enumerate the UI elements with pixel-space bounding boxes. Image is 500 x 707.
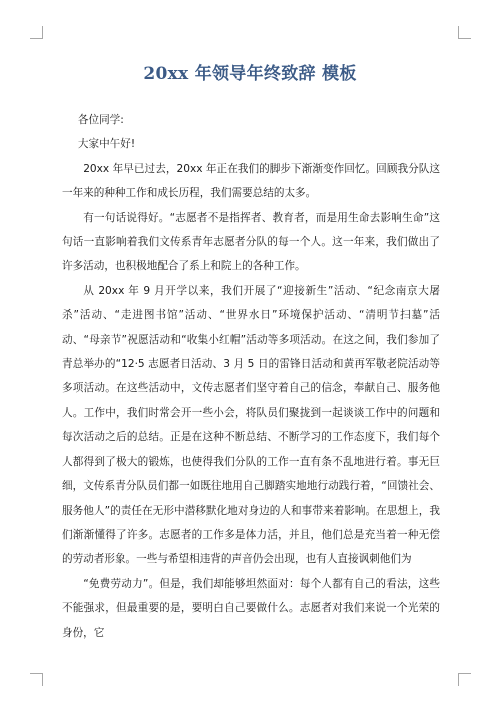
body-paragraph: 从 20xx 年 9 月开学以来，我们开展了“迎接新生”活动、“纪念南京大屠杀”活动、“走进图书馆”活动、“世界水日”环境保护活动、“清明节扫墓”活动、“母亲节”祝愿活动和“收集小红帽”活动等多项活动。在这之间，我们参加了青总举办的“12·5 志愿者日活动、3 月 5 日的雷锋日活动和黄再军敬老院活动等多项活动。在这些活动中，文传志愿者们坚守着自己的信念，奉献自己、服务他人。工作中，我们时常会开一些小会，将队员们聚拢到一起谈谈工作中的问题和每次活动之后的总结。正是在这种不断总结、不断学习的工作态度下，我们每个人都得到了极大的锻炼，也使得我们分队的工作一直有条不乱地进行着。事无巨细，文传系青分队员们都一如既往地用自己脚踏实地地行动践行着，“回馈社会、服务他人”的责任在无形中潜移默化地对身边的人和事带来着影响。在思想上，我们渐渐懂得了许多。志愿者的工作多是体力活，并且，他们总是充当着一种无偿的劳动者形象。一些与希望相违背的声音仍会出现，也有人直接讽刺他们为 [62, 284, 440, 566]
crop-mark-bottom-right [458, 673, 471, 674]
document-title: 20xx 年领导年终致辞 模板 [143, 64, 357, 84]
salutation-paragraph: 各位同学: [77, 114, 124, 126]
crop-mark-top-left [42, 26, 43, 39]
crop-mark-top-right [458, 26, 459, 39]
body-paragraph: “免费劳动力”。但是，我们却能够坦然面对：每个人都有自己的看法，这些不能强求，但最重要的是，要明白自己要做什么。志愿者对我们来说一个光荣的身份，它 [62, 577, 440, 639]
body-paragraph: 有一句话说得好。“志愿者不是指挥者、教育者，而是用生命去影响生命”这句话一直影响着我们文传系青年志愿者分队的每一个人。这一年来，我们做出了许多活动，也积极地配合了系上和院上的各种工作。 [62, 211, 440, 273]
crop-mark-bottom-right [458, 673, 459, 686]
greeting-paragraph: 大家中午好! [77, 138, 136, 151]
document-body [62, 108, 440, 645]
crop-mark-top-right [458, 38, 471, 39]
crop-mark-bottom-left [42, 673, 43, 686]
body-paragraph: 20xx 年早已过去，20xx 年正在我们的脚步下渐渐变作回忆。回顾我分队这一年来的种种工作和成长历程，我们需要总结的太多。 [62, 162, 440, 200]
